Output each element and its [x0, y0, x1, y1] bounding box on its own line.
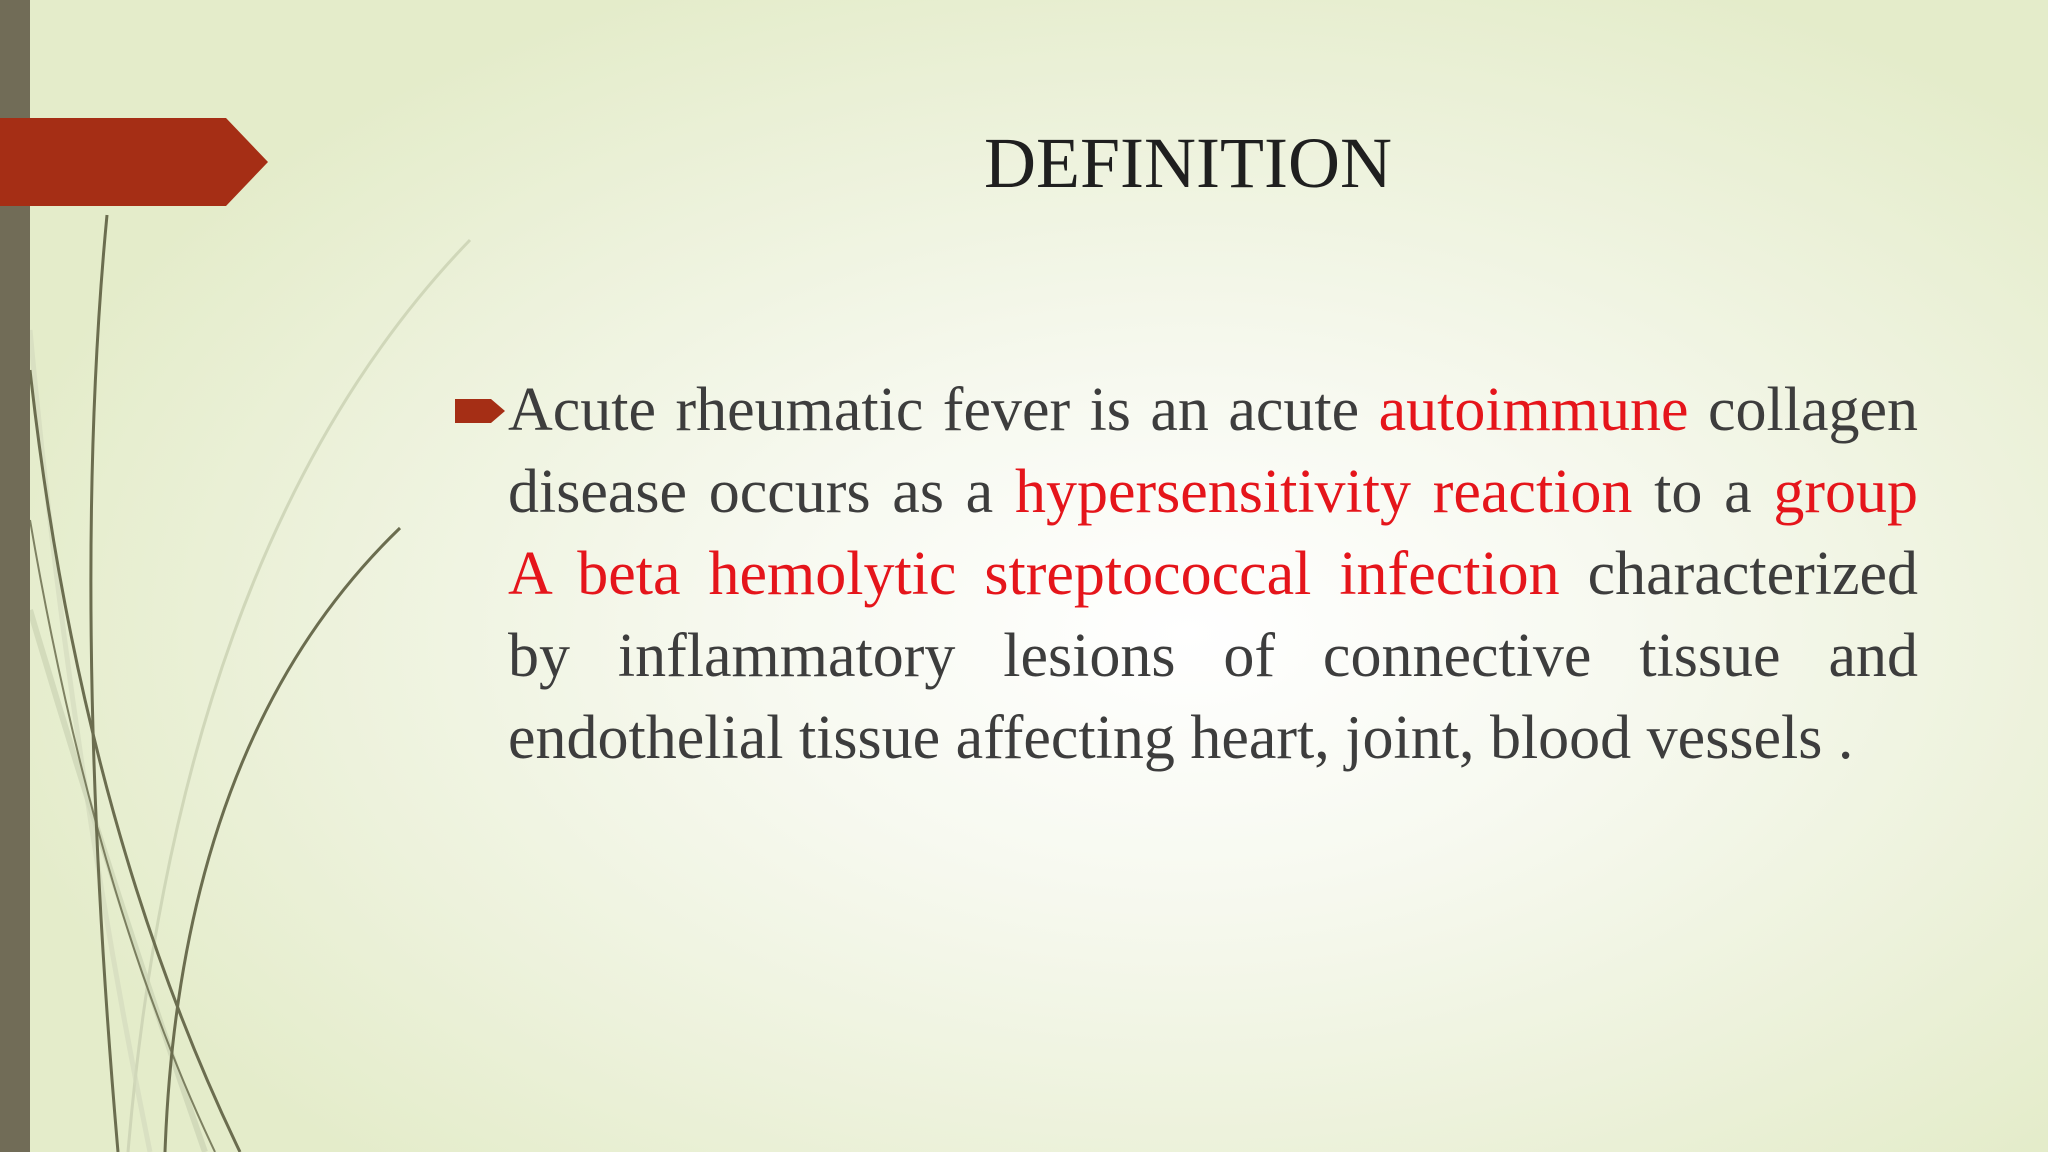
dark-swoosh-2 [30, 370, 240, 1152]
title-tab-arrow-icon [0, 118, 270, 206]
light-swoosh-3 [30, 330, 150, 1152]
slide-title: DEFINITION [984, 123, 1392, 203]
definition-paragraph [508, 369, 1918, 779]
dark-swoosh-3 [165, 528, 400, 1152]
body-text-segment: collagen disease occurs as a [508, 376, 1918, 526]
dark-swoosh-4 [30, 520, 215, 1152]
highlighted-term: hypersensitivity reaction [1014, 458, 1633, 526]
body-text-segment: characterized by inflammatory lesions of connective tissue and endothelial tissue affecting heart, joint, blood vessels . [508, 540, 1918, 772]
dark-swoosh-1 [91, 215, 118, 1152]
highlighted-term: autoimmune [1378, 376, 1689, 444]
body-text-segment: to a [1632, 458, 1774, 526]
bullet-arrow-icon [455, 399, 507, 423]
bullet-shape [455, 399, 505, 423]
body-text-segment: Acute rheumatic fever is an acute [508, 376, 1379, 444]
title-tab-shape [0, 118, 268, 206]
highlighted-term: group A beta hemolytic streptococcal infection [508, 458, 1918, 608]
